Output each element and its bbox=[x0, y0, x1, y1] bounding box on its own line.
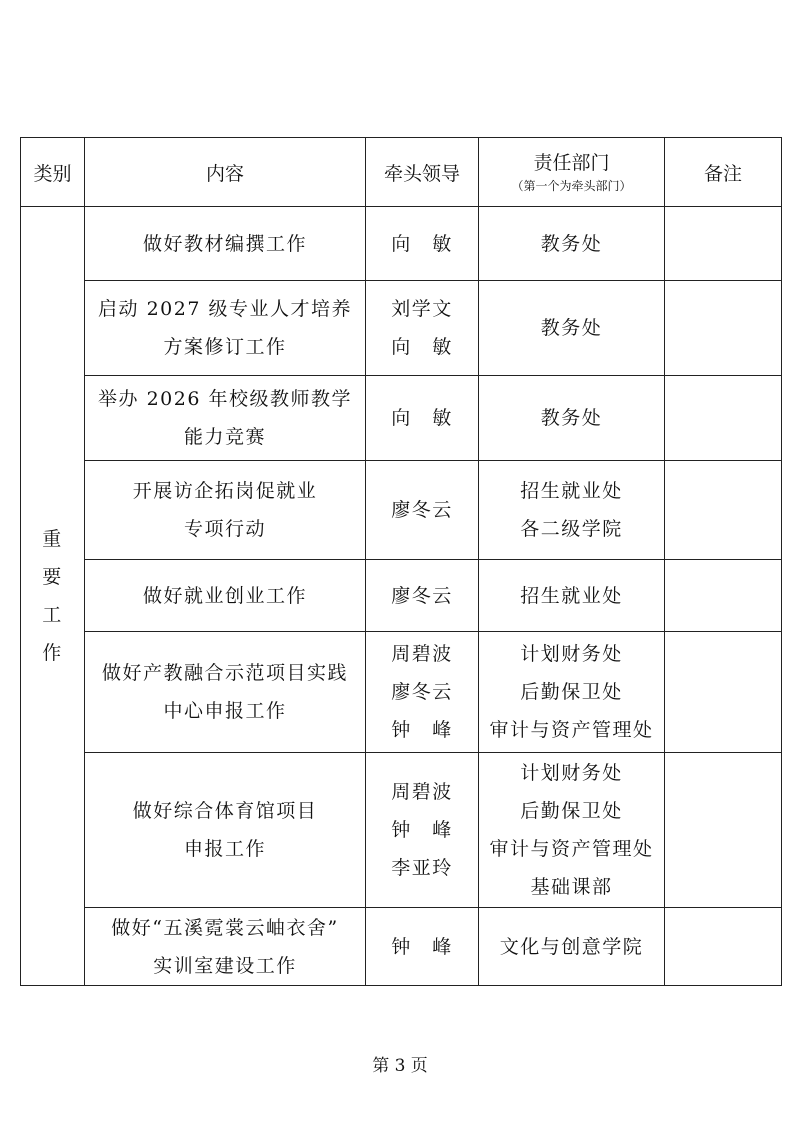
content-cell bbox=[85, 281, 366, 376]
department-cell bbox=[479, 753, 665, 908]
department-cell-line: 审计与资产管理处 bbox=[489, 719, 654, 741]
table-row bbox=[21, 207, 782, 281]
department-cell-line: 教务处 bbox=[540, 407, 603, 429]
leader-cell-line: 向 敏 bbox=[391, 232, 453, 255]
content-cell-line: 申报工作 bbox=[183, 838, 266, 860]
content-cell bbox=[85, 376, 366, 461]
department-cell-line: 招生就业处 bbox=[520, 584, 623, 607]
leader-cell bbox=[366, 632, 479, 753]
department-cell-line: 教务处 bbox=[540, 317, 603, 339]
remarks-cell bbox=[665, 753, 782, 908]
leader-cell-line: 向 敏 bbox=[391, 407, 453, 429]
header-content: 内容 bbox=[85, 138, 366, 207]
content-cell-line: 做好“五溪霓裳云岫衣舍” bbox=[111, 916, 339, 939]
content-cell bbox=[85, 753, 366, 908]
content-cell-line: 举办 2026 年校级教师教学 bbox=[98, 388, 352, 410]
department-cell-line: 审计与资产管理处 bbox=[489, 838, 654, 860]
category-cell bbox=[21, 207, 85, 986]
department-cell bbox=[479, 908, 665, 986]
leader-cell-line: 廖冬云 bbox=[391, 499, 453, 521]
leader-cell-line: 钟 峰 bbox=[391, 719, 453, 741]
content-cell bbox=[85, 632, 366, 753]
leader-cell-line: 钟 峰 bbox=[391, 935, 453, 958]
leader-cell bbox=[366, 207, 479, 281]
leader-cell-line: 刘学文 bbox=[391, 298, 453, 320]
header-department bbox=[479, 138, 665, 207]
department-cell-line: 教务处 bbox=[540, 232, 603, 255]
department-cell bbox=[479, 461, 665, 560]
leader-cell-line: 廖冬云 bbox=[391, 584, 453, 607]
department-cell-line: 招生就业处 bbox=[520, 480, 623, 502]
category-char: 工 bbox=[42, 604, 63, 626]
table-row bbox=[21, 376, 782, 461]
leader-cell bbox=[366, 461, 479, 560]
table-row bbox=[21, 560, 782, 632]
table-row bbox=[21, 753, 782, 908]
remarks-cell bbox=[665, 281, 782, 376]
content-cell bbox=[85, 207, 366, 281]
leader-cell bbox=[366, 376, 479, 461]
table-body bbox=[21, 207, 782, 986]
table-row bbox=[21, 461, 782, 560]
content-cell-line: 开展访企拓岗促就业 bbox=[132, 480, 318, 502]
header-department-label: 责任部门 bbox=[533, 151, 610, 174]
content-cell-line: 做好教材编撰工作 bbox=[142, 232, 307, 255]
content-cell-line: 专项行动 bbox=[183, 518, 266, 540]
leader-cell bbox=[366, 908, 479, 986]
content-cell-line: 做好产教融合示范项目实践 bbox=[101, 662, 348, 684]
content-cell bbox=[85, 908, 366, 986]
content-cell-line: 实训室建设工作 bbox=[153, 954, 297, 977]
department-cell bbox=[479, 376, 665, 461]
remarks-cell bbox=[665, 632, 782, 753]
category-char: 作 bbox=[42, 642, 63, 664]
work-table bbox=[20, 137, 782, 986]
category-char: 重 bbox=[42, 528, 63, 550]
leader-cell bbox=[366, 560, 479, 632]
remarks-cell bbox=[665, 207, 782, 281]
content-cell-line: 能力竞赛 bbox=[183, 426, 266, 448]
department-cell-line: 各二级学院 bbox=[520, 518, 623, 540]
leader-cell-line: 向 敏 bbox=[391, 336, 453, 358]
content-cell-line: 做好综合体育馆项目 bbox=[132, 800, 318, 822]
remarks-cell bbox=[665, 376, 782, 461]
department-cell bbox=[479, 632, 665, 753]
table-row bbox=[21, 632, 782, 753]
department-cell-line: 后勤保卫处 bbox=[520, 681, 623, 703]
department-cell-line: 后勤保卫处 bbox=[520, 800, 623, 822]
content-cell bbox=[85, 461, 366, 560]
department-cell-line: 文化与创意学院 bbox=[499, 935, 644, 958]
content-cell-line: 启动 2027 级专业人才培养 bbox=[98, 298, 352, 320]
department-cell-line: 基础课部 bbox=[530, 876, 613, 898]
remarks-cell bbox=[665, 908, 782, 986]
header-category: 类别 bbox=[21, 138, 85, 207]
header-leader: 牵头领导 bbox=[366, 138, 479, 207]
table-header-row bbox=[21, 138, 782, 207]
department-cell-line: 计划财务处 bbox=[520, 643, 623, 665]
content-cell bbox=[85, 560, 366, 632]
remarks-cell bbox=[665, 461, 782, 560]
leader-cell-line: 周碧波 bbox=[391, 781, 453, 803]
leader-cell-line: 钟 峰 bbox=[391, 819, 453, 841]
department-cell bbox=[479, 560, 665, 632]
leader-cell-line: 周碧波 bbox=[391, 643, 453, 665]
department-cell bbox=[479, 281, 665, 376]
content-cell-line: 中心申报工作 bbox=[163, 700, 287, 722]
content-cell-line: 方案修订工作 bbox=[163, 336, 287, 358]
header-department-note: （第一个为牵头部门） bbox=[511, 178, 632, 193]
leader-cell bbox=[366, 753, 479, 908]
department-cell bbox=[479, 207, 665, 281]
page-number: 第 3 页 bbox=[372, 1056, 428, 1076]
content-cell-line: 做好就业创业工作 bbox=[142, 584, 307, 607]
table-row bbox=[21, 281, 782, 376]
leader-cell bbox=[366, 281, 479, 376]
header-remarks: 备注 bbox=[665, 138, 782, 207]
remarks-cell bbox=[665, 560, 782, 632]
department-cell-line: 计划财务处 bbox=[520, 762, 623, 784]
category-char: 要 bbox=[42, 566, 63, 588]
table-row bbox=[21, 908, 782, 986]
leader-cell-line: 李亚玲 bbox=[391, 857, 453, 879]
leader-cell-line: 廖冬云 bbox=[391, 681, 453, 703]
